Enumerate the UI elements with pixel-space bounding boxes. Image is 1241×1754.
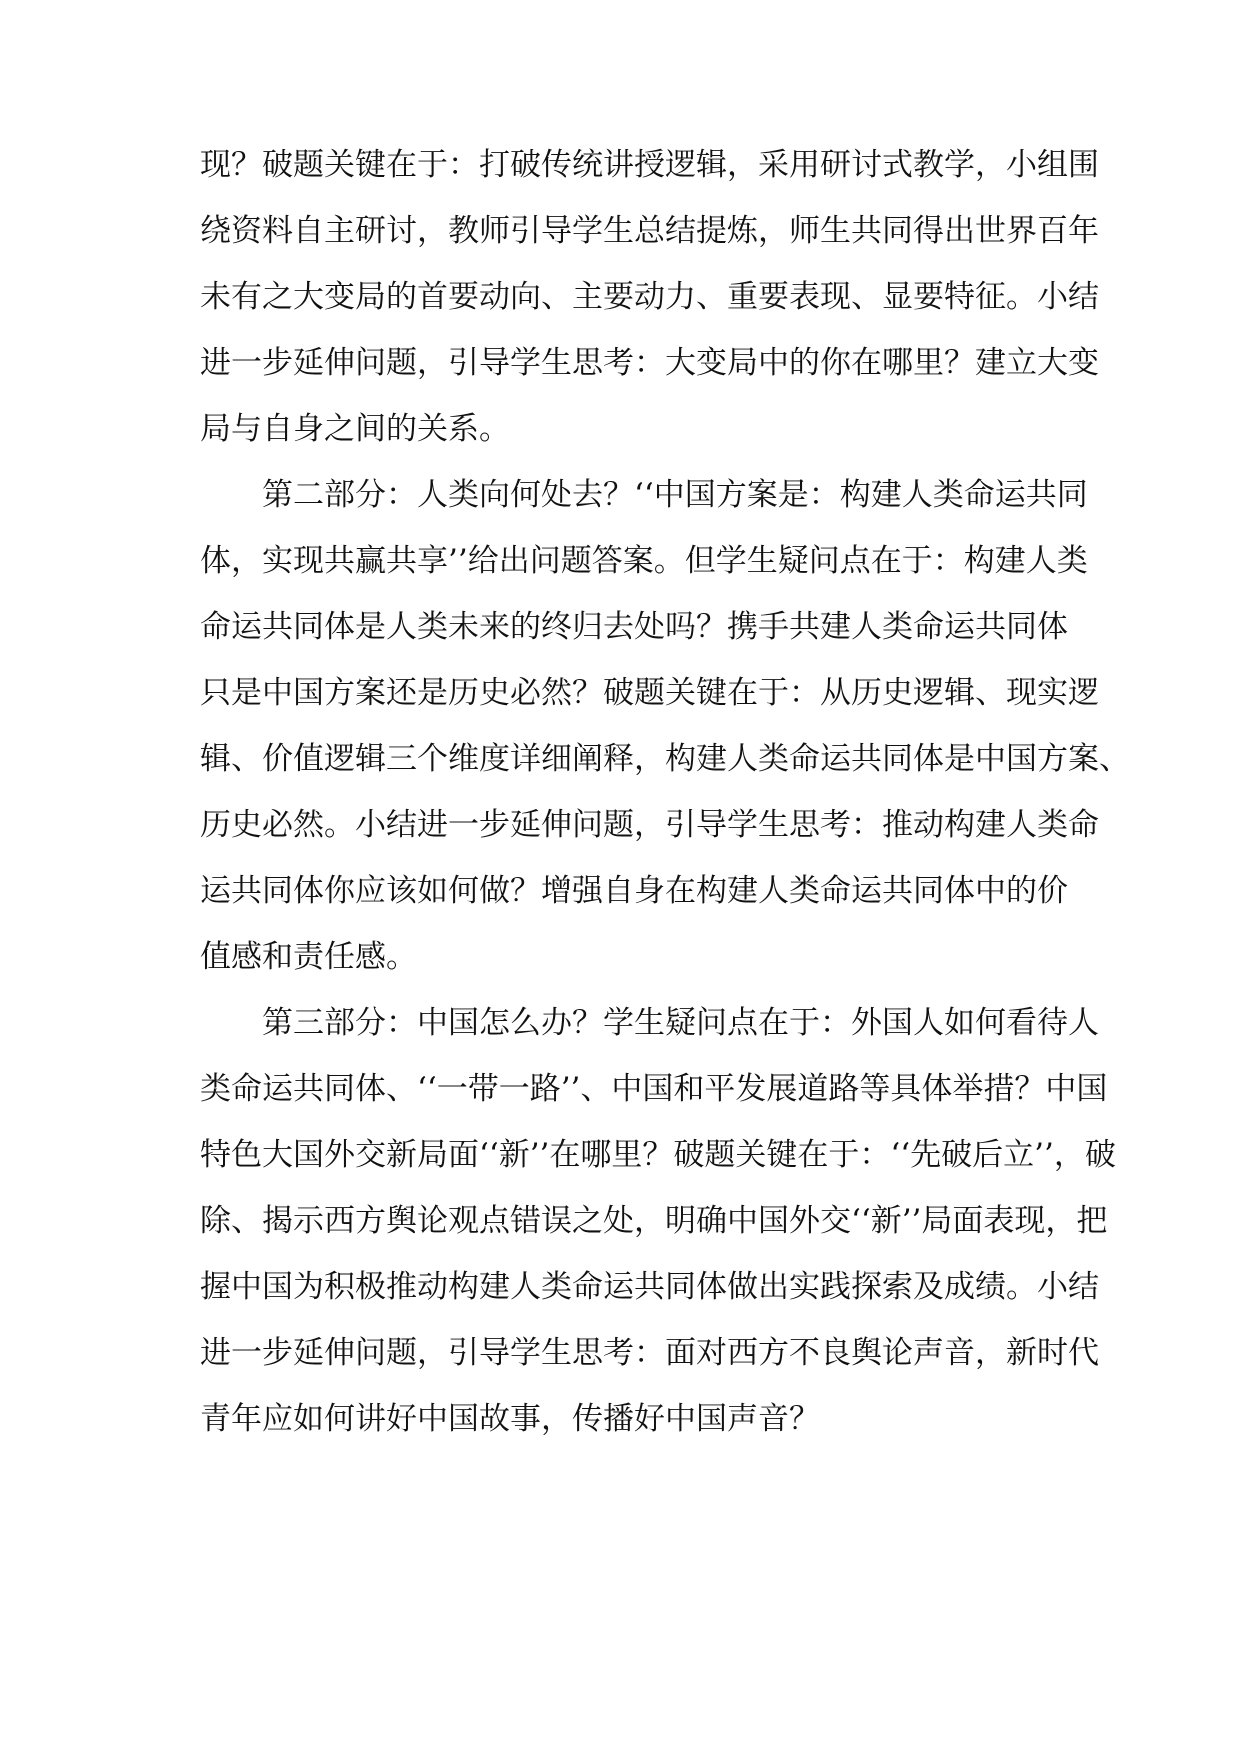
paragraph-2-line-3: 命运共同体是人类未来的终归去处吗？携手共建人类命运共同体 xyxy=(200,609,1068,645)
paragraph-1-line-4: 进一步延伸问题，引导学生思考：大变局中的你在哪里？建立大变 xyxy=(200,345,1099,381)
paragraph-3-line-2: 类命运共同体、‘‘一带一路’’、中国和平发展道路等具体举措？中国 xyxy=(200,1071,1108,1107)
paragraph-3-line-1: 第三部分：中国怎么办？学生疑问点在于：外国人如何看待人 xyxy=(262,1005,1099,1041)
paragraph-3-line-6: 进一步延伸问题，引导学生思考：面对西方不良舆论声音，新时代 xyxy=(200,1335,1099,1371)
paragraph-1-line-5: 局与自身之间的关系。 xyxy=(200,411,510,447)
paragraph-3 xyxy=(200,990,1116,1452)
paragraph-1-line-1: 现？破题关键在于：打破传统讲授逻辑，采用研讨式教学，小组围 xyxy=(200,147,1099,183)
paragraph-2-line-7: 运共同体你应该如何做？增强自身在构建人类命运共同体中的价 xyxy=(200,873,1068,909)
paragraph-3-line-4: 除、揭示西方舆论观点错误之处，明确中国外交‘‘新’’局面表现，把 xyxy=(200,1203,1108,1239)
paragraph-2-line-5: 辑、价值逻辑三个维度详细阐释，构建人类命运共同体是中国方案、 xyxy=(200,741,1130,777)
paragraph-2-line-6: 历史必然。小结进一步延伸问题，引导学生思考：推动构建人类命 xyxy=(200,807,1099,843)
paragraph-2-line-1: 第二部分：人类向何处去？‘‘中国方案是：构建人类命运共同 xyxy=(262,477,1088,513)
paragraph-2-line-8: 值感和责任感。 xyxy=(200,939,417,975)
paragraph-1-line-2: 绕资料自主研讨，教师引导学生总结提炼，师生共同得出世界百年 xyxy=(200,213,1099,249)
paragraph-3-line-5: 握中国为积极推动构建人类命运共同体做出实践探索及成绩。小结 xyxy=(200,1269,1099,1305)
paragraph-3-line-7: 青年应如何讲好中国故事，传播好中国声音？ xyxy=(200,1401,820,1437)
paragraph-1-line-3: 未有之大变局的首要动向、主要动力、重要表现、显要特征。小结 xyxy=(200,279,1099,315)
paragraph-1 xyxy=(200,132,1099,462)
paragraph-2-line-2: 体，实现共赢共享’’给出问题答案。但学生疑问点在于：构建人类 xyxy=(200,543,1088,579)
paragraph-2 xyxy=(200,462,1130,990)
paragraph-2-line-4: 只是中国方案还是历史必然？破题关键在于：从历史逻辑、现实逻 xyxy=(200,675,1099,711)
paragraph-3-line-3: 特色大国外交新局面‘‘新’’在哪里？破题关键在于：‘‘先破后立’’，破 xyxy=(200,1137,1116,1173)
